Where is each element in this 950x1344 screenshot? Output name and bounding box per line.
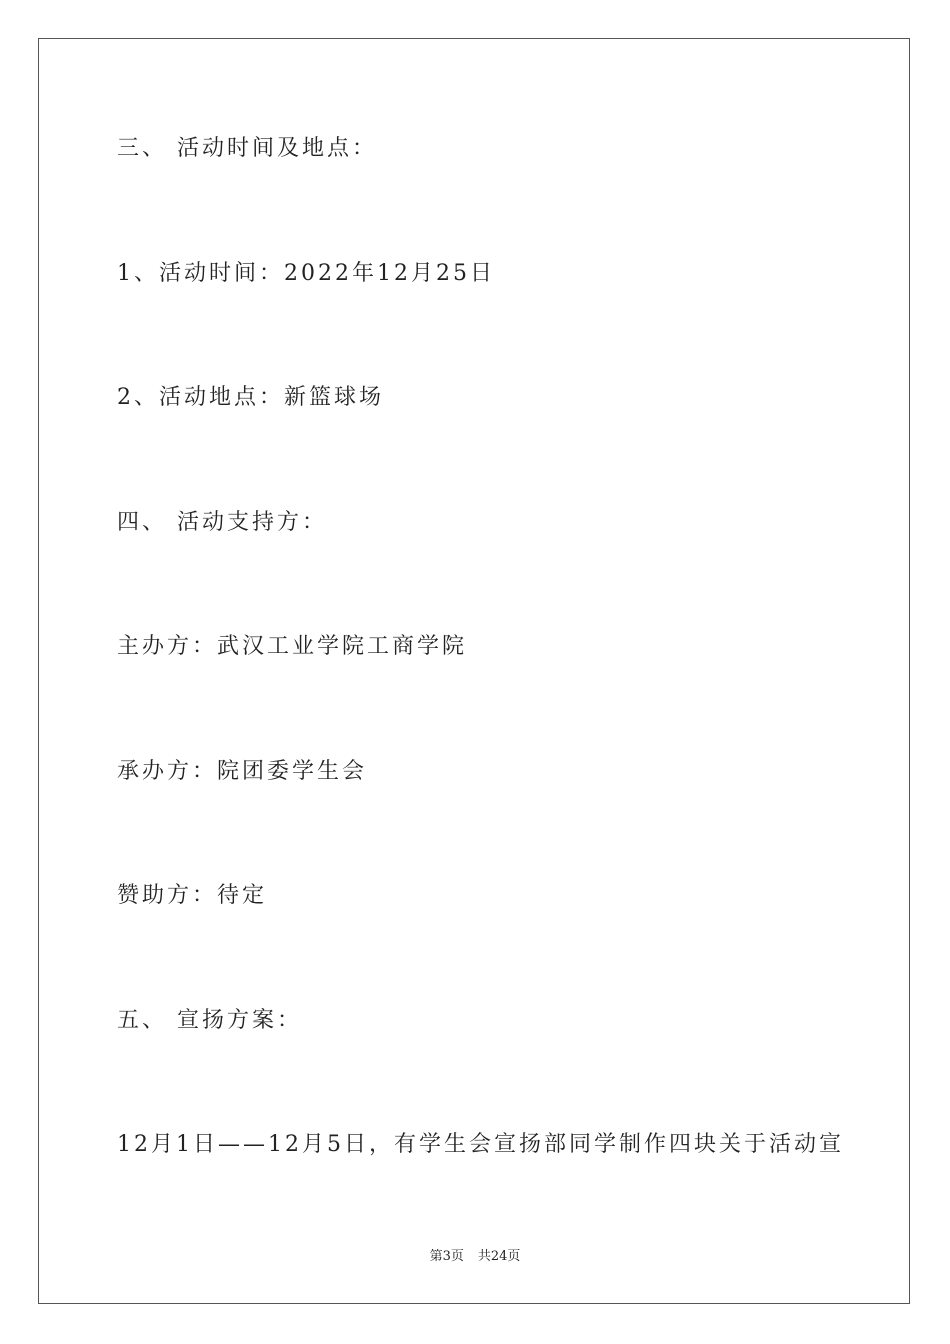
publicity-paragraph-line: 12月1日——12月5日，有学生会宣扬部同学制作四块关于活动宣 [117, 1132, 844, 1157]
page-number-current: 第3页 [429, 1249, 464, 1264]
co-organizer-line: 承办方：院团委学生会 [117, 759, 368, 784]
sponsor-line: 赞助方：待定 [117, 883, 268, 908]
section-heading-publicity: 五、 宣扬方案： [117, 1008, 302, 1033]
section-heading-supporters: 四、 活动支持方： [117, 510, 327, 535]
section-heading-time-place: 三、 活动时间及地点： [117, 136, 377, 161]
page-number-total: 共24页 [477, 1249, 521, 1264]
page-footer [0, 1250, 950, 1263]
activity-time-line: 1、活动时间：2022年12月25日 [117, 261, 495, 286]
page-frame [38, 38, 910, 1304]
activity-place-line: 2、活动地点：新篮球场 [117, 385, 384, 410]
organizer-line: 主办方：武汉工业学院工商学院 [117, 634, 468, 659]
